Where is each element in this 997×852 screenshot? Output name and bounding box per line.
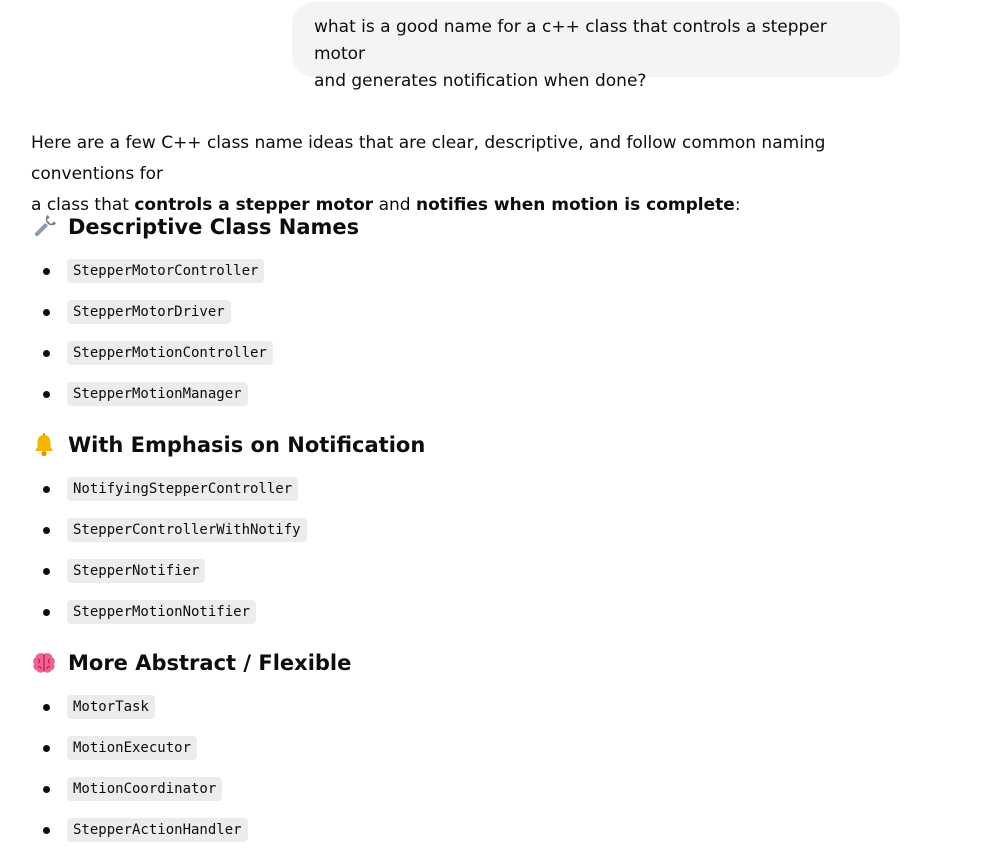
section-heading-notification [31,431,425,459]
abstract-names-list [31,686,248,850]
class-name-code: StepperMotionManager [67,382,248,406]
class-name-code: StepperActionHandler [67,818,248,842]
bullet [43,268,50,275]
intro-paragraph [31,128,931,221]
user-message-line-2: and generates notification when done? [314,71,647,91]
list-item [31,550,307,591]
section-heading-text: More Abstract / Flexible [68,651,352,675]
user-message-line-1: what is a good name for a c++ class that controls a stepper motor [314,17,827,64]
list-item [31,373,273,414]
bullet [43,745,50,752]
intro-bold-1: controls a stepper motor [134,195,374,215]
class-name-code: MotionCoordinator [67,777,222,801]
brain-icon [31,650,57,676]
notification-names-list [31,468,307,632]
class-name-code: StepperMotorController [67,259,264,283]
bullet [43,827,50,834]
class-name-code: MotionExecutor [67,736,197,760]
bullet [43,527,50,534]
bullet [43,786,50,793]
bullet [43,609,50,616]
list-item [31,291,273,332]
section-heading-text: Descriptive Class Names [68,215,360,239]
class-name-code: StepperMotorDriver [67,300,231,324]
class-name-code: StepperControllerWithNotify [67,518,307,542]
descriptive-names-list [31,250,273,414]
list-item [31,250,273,291]
section-heading-text: With Emphasis on Notification [68,433,426,457]
user-message-bubble [292,2,900,91]
bell-icon [31,432,57,458]
bullet [43,704,50,711]
intro-text-3: and [373,195,416,215]
intro-text-4: : [734,195,741,215]
list-item [31,509,307,550]
class-name-code: StepperMotionController [67,341,273,365]
class-name-code: StepperNotifier [67,559,205,583]
list-item [31,727,248,768]
bullet [43,309,50,316]
list-item [31,686,248,727]
section-heading-abstract [31,649,351,677]
class-name-code: MotorTask [67,695,155,719]
class-name-code: NotifyingStepperController [67,477,298,501]
bullet [43,391,50,398]
list-item [31,768,248,809]
list-item [31,591,307,632]
list-item [31,809,248,850]
assistant-response [31,128,931,838]
wrench-icon [31,214,57,240]
bullet [43,568,50,575]
intro-text-2: a class that [31,195,135,215]
intro-text-1: Here are a few C++ class name ideas that are clear, descriptive, and follow common naming conventions for [31,133,826,184]
intro-bold-2: notifies when motion is complete [416,195,735,215]
list-item [31,468,307,509]
bullet [43,486,50,493]
bullet [43,350,50,357]
section-heading-descriptive [31,213,359,241]
list-item [31,332,273,373]
class-name-code: StepperMotionNotifier [67,600,256,624]
